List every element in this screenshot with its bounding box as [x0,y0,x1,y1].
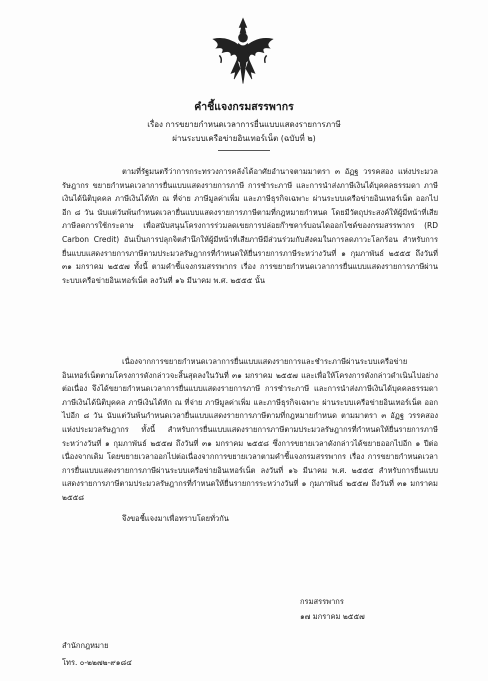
signature-date: ๑๗ มกราคม ๒๕๕๗ [300,612,365,621]
body-paragraph-2: เนื่องจากการขยายกำหนดเวลาการยื่นแบบแสดงรายการและชำระภาษีผ่านระบบเครือข่ายอินเทอร์เน็ตตามโครงการดังกล่าวจะสิ้นสุดลงในวันที่ ๓๑ มกราคม ๒๕๕๗ และเพื่อให้โครงการดังกล่าวดำเนินไปอย่างต่อเนื่อง จึงได้ขยายกำหนดเวลาการยื่นแบบแสดงรายการภาษี การชำระภาษี และการนำส่งภาษีเงินได้บุคคลธรรมดา ภาษีเงินได้นิติบุคคล ภาษีเงินได้หัก ณ ที่จ่าย ภาษีมูลค่าเพิ่ม และภาษีธุรกิจเฉพาะ ผ่านระบบเครือข่ายอินเทอร์เน็ต ออกไปอีก ๘ วัน นับแต่วันพ้นกำหนดเวลายื่นแบบแสดงรายการภาษีตามที่กฎหมายกำหนด ตามมาตรา ๓ อัฏฐ วรรคสอง แห่งประมวลรัษฎากร ทั้งนี้ สำหรับการยื่นแบบแสดงรายการภาษีตามประมวลรัษฎากรที่กำหนดให้ยื่นรายการภาษีระหว่างวันที่ ๑ กุมภาพันธ์ ๒๕๕๗ ถึงวันที่ ๓๑ มกราคม ๒๕๕๘ ซึ่งการขยายเวลาดังกล่าวได้ขยายออกไปอีก ๑ ปีต่อเนื่องจากเดิม โดยขยายเวลาออกไปต่อเนื่องจากการขยายเวลาตามคำชี้แจงกรมสรรพากร เรื่อง การขยายกำหนดเวลาการยื่นแบบแสดงรายการภาษีผ่านระบบเครือข่ายอินเทอร์เน็ต ลงวันที่ ๑๖ มีนาคม พ.ศ. ๒๕๕๕ สำหรับการยื่นแบบแสดงรายการภาษีตามประมวลรัษฎากรที่กำหนดให้ยื่นรายการระหว่างวันที่ ๑ กุมภาพันธ์ ๒๕๕๗ ถึงวันที่ ๓๑ มกราคม ๒๕๕๘ [62,357,438,502]
document-title: คำชี้แจงกรมสรรพากร [194,101,294,113]
office-phone: โทร. ๐-๒๒๗๒-๙๑๘๔ [62,658,132,667]
subject-line-1: เรื่อง การขยายกำหนดเวลาการยื่นแบบแสดงรายการภาษี [147,120,341,129]
body-paragraph-1: ตามที่รัฐมนตรีว่าการกระทรวงการคลังได้อาศัยอำนาจตามมาตรา ๓ อัฏฐ วรรคสอง แห่งประมวลรัษฎากร ขยายกำหนดเวลาการยื่นแบบแสดงรายการภาษี การชำระภาษี และการนำส่งภาษีเงินได้บุคคลธรรมดา ภาษีเงินได้นิติบุคคล ภาษีเงินได้หัก ณ ที่จ่าย ภาษีมูลค่าเพิ่ม และภาษีธุรกิจเฉพาะ ผ่านระบบเครือข่ายอินเทอร์เน็ต ออกไปอีก ๘ วัน นับแต่วันพ้นกำหนดเวลายื่นแบบแสดงรายการภาษีตามที่กฎหมายกำหนด โดยมีวัตถุประสงค์ให้ผู้มีหน้าที่เสียภาษีลดการใช้กระดาษ เพื่อสนับสนุนโครงการร่วมลดเขยการปล่อยก๊าซคาร์บอนไดออกไซด์ของกรมสรรพากร (RD Carbon Credit) อันเป็นการปลุกจิตสำนึกให้ผู้มีหน้าที่เสียภาษีมีส่วนร่วมกับสังคมในการลดภาวะโลกร้อน สำหรับการยื่นแบบแสดงรายการภาษีตามประมวลรัษฎากรที่กำหนดให้ยื่นรายการภาษีระหว่างวันที่ ๑ กุมภาพันธ์ ๒๕๕๕ ถึงวันที่ ๓๑ มกราคม ๒๕๕๗ ทั้งนี้ ตามคำชี้แจงกรมสรรพากร เรื่อง การขยายกำหนดเวลาการยื่นแบบแสดงรายการภาษีผ่านระบบเครือข่ายอินเทอร์เน็ต ลงวันที่ ๑๖ มีนาคม พ.ศ. ๒๕๕๕ นั้น [62,167,438,285]
subject-line-2: ผ่านระบบเครือข่ายอินเทอร์เน็ต (ฉบับที่ ๒) [172,134,316,143]
signature-department: กรมสรรพากร [300,597,344,606]
closing-statement: จึงขอชี้แจงมาเพื่อทราบโดยทั่วกัน [122,514,229,523]
issuing-office: สำนักกฎหมาย [62,641,109,650]
document-subject [0,118,488,146]
title-divider [218,150,270,151]
garuda-emblem-icon [206,14,280,88]
